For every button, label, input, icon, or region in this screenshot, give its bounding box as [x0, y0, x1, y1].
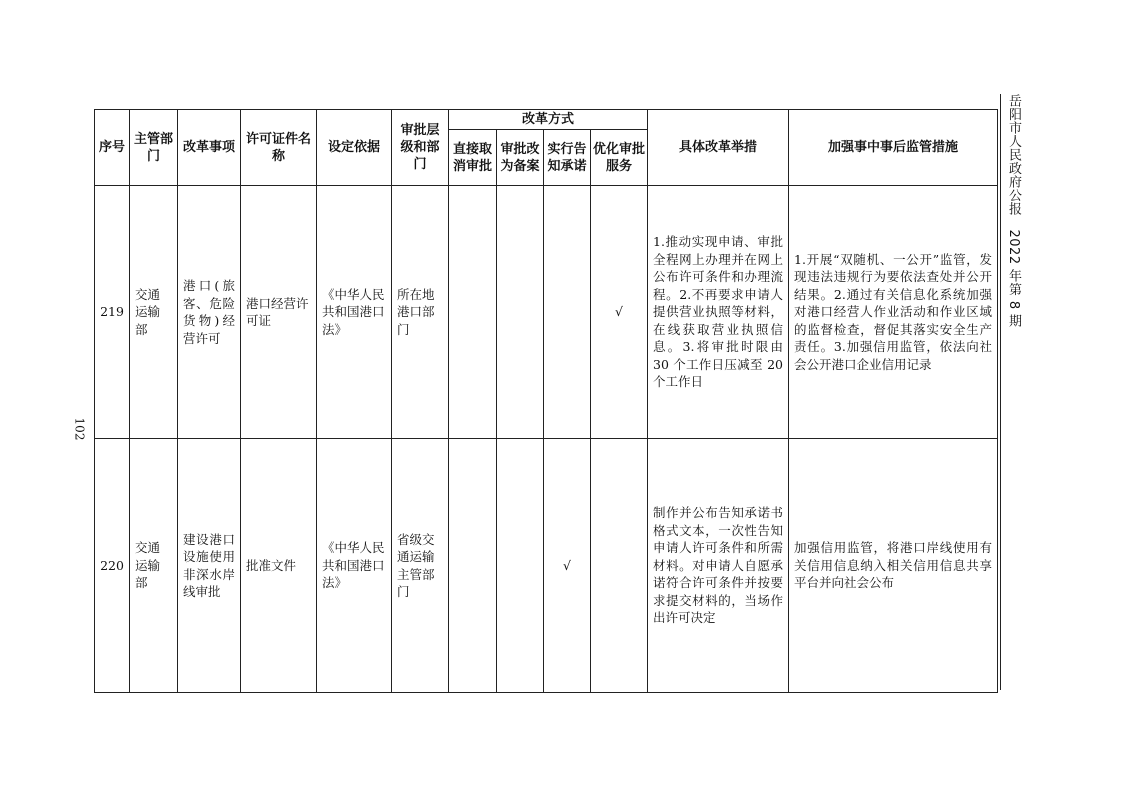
cell-level: 所在地港口部门 — [392, 186, 449, 439]
cell-level: 省级交通运输主管部门 — [392, 439, 449, 693]
cell-filing-mark — [497, 186, 544, 439]
col-header-measures: 具体改革举措 — [648, 110, 789, 186]
cell-item: 港口(旅客、危险货物)经营许可 — [178, 186, 241, 439]
cell-commitment-mark — [544, 186, 591, 439]
cell-seq: 219 — [95, 186, 130, 439]
cell-measures: 制作并公布告知承诺书格式文本，一次性告知申请人许可条件和所需材料。对申请人自愿承诺符合许可条件并按要求提交材料的，当场作出许可决定 — [648, 439, 789, 693]
cell-license: 港口经营许可证 — [241, 186, 317, 439]
cell-basis: 《中华人民共和国港口法》 — [317, 439, 392, 693]
cell-optimize-mark — [591, 439, 648, 693]
cell-dept: 交通运输部 — [130, 439, 178, 693]
cell-filing-mark — [497, 439, 544, 693]
cell-supervision: 1.开展“双随机、一公开”监管，发现违法违规行为要依法查处并公开结果。2.通过有关信息化系统加强对港口经营人作业活动和作业区域的监督检查，督促其落实安全生产责任。3.加强信用监管，依法向社会公开港口企业信用记录 — [789, 186, 998, 439]
col-header-seq: 序号 — [95, 110, 130, 186]
cell-basis: 《中华人民共和国港口法》 — [317, 186, 392, 439]
col-header-commitment: 实行告知承诺 — [544, 130, 591, 186]
cell-commitment-mark: √ — [544, 439, 591, 693]
col-header-filing: 审批改为备案 — [497, 130, 544, 186]
cell-measures: 1.推动实现申请、审批全程网上办理并在网上公布许可条件和办理流程。2.不再要求申请人提供营业执照等材料，在线获取营业执照信息。3.将审批时限由 30 个工作日压减至 20 个工作日 — [648, 186, 789, 439]
cell-license: 批准文件 — [241, 439, 317, 693]
header-row-1 — [95, 110, 998, 130]
cell-supervision: 加强信用监管，将港口岸线使用有关信用信息纳入相关信用信息共享平台并向社会公布 — [789, 439, 998, 693]
cell-item: 建设港口设施使用非深水岸线审批 — [178, 439, 241, 693]
cell-seq: 220 — [95, 439, 130, 693]
publication-title: 岳阳市人民政府公报 — [1006, 94, 1021, 216]
col-header-cancel: 直接取消审批 — [449, 130, 497, 186]
table-row — [95, 186, 998, 439]
col-header-supervision: 加强事中事后监管措施 — [789, 110, 998, 186]
col-header-methods-group: 改革方式 — [449, 110, 648, 130]
cell-cancel-mark — [449, 186, 497, 439]
col-header-dept: 主管部门 — [130, 110, 178, 186]
col-header-license: 许可证件名称 — [241, 110, 317, 186]
col-header-item: 改革事项 — [178, 110, 241, 186]
side-header — [1001, 94, 1023, 424]
issue-label: 2022 年第 8 期 — [1006, 229, 1021, 328]
page-number: 102 — [72, 417, 87, 441]
cell-dept: 交通运输部 — [130, 186, 178, 439]
col-header-level: 审批层级和部门 — [392, 110, 449, 186]
reform-table — [94, 109, 998, 693]
col-header-basis: 设定依据 — [317, 110, 392, 186]
table-row — [95, 439, 998, 693]
cell-optimize-mark: √ — [591, 186, 648, 439]
col-header-optimize: 优化审批服务 — [591, 130, 648, 186]
cell-cancel-mark — [449, 439, 497, 693]
